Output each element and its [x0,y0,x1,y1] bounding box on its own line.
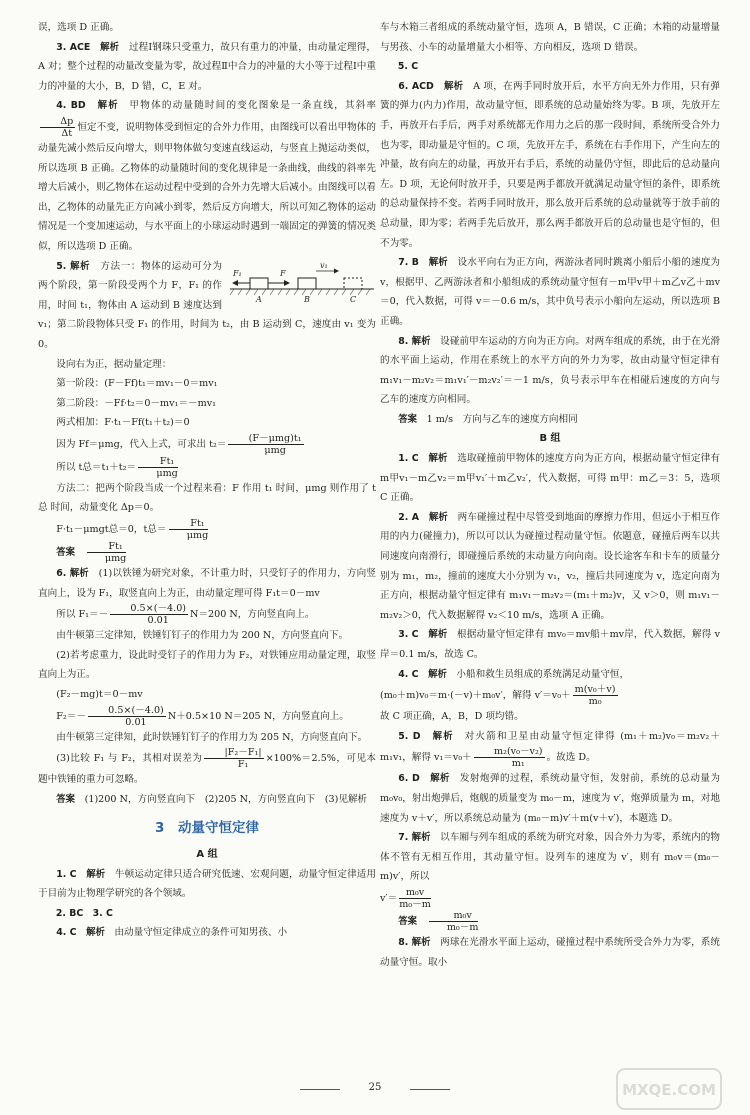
fraction: $\frac{\text{(F－μmg)t₁}}{\text{μmg}}$ [228,433,303,456]
left-p0: 误，选项 D 正确。 [38,22,119,33]
right-column [380,18,720,972]
fraction: $\frac{\text{m₀v}}{\text{m₀－m}}$ [429,910,479,933]
answer-5-line-g: 所以 t总＝t₁＋t₂＝ $\frac{\text{Ft₁}}{\text{μmg}}$ [56,455,178,479]
answer-6-line-f: F₂＝－ $\frac{0.5\times(-4.0)}{0.01}$ N＋0.5×10 N＝205 N，方向竖直向上。 [56,704,349,728]
answer-6-line-g: 由牛顿第三定律知，此时铁锤钉钉子的作用力为 205 N，方向竖直向下。 [56,731,368,743]
answer-b7-equation: v′＝ $\frac{\text{m₀v}}{\text{m₀－m}}$ [380,886,431,910]
answer-5-line-f: 因为 Ff＝μmg，代入上式，可求出 t₂＝ $\frac{\text{(F－μmg)t₁}}{\text{μmg}}$ [56,432,302,456]
right-p0: 车与木箱三者组成的系统动量守恒，选项 A，B 错误，C 正确；木箱的动量增量与男孩、小车的动量增量大小相等、方向相反，选项 D 错误。 [380,22,720,53]
answer-5-line-c: 第一阶段：(F－Ff)t₁＝mv₁－0＝mv₁ [56,378,218,390]
answer-6-line-h: (3)比较 F₁ 与 F₂，其相对误差为 $\frac{\text{|F₂－F₁|}}{\text{F₁}}$ ×100%＝2.5%，可见本题中铁锤的重力可忽略。 [38,747,376,786]
answer-b7-final: 答案 $\frac{\text{m₀v}}{\text{m₀－m}}$ [398,909,479,933]
answer-b8: 8. 解析 两球在光滑水平面上运动，碰撞过程中系统所受合外力为零，系统动量守恒。取小 [380,936,721,968]
answer-b6: 6. D 解析 发射炮弹的过程，系统动量守恒，发射前，系统的总动量为 m₀v₀，射出炮弹后，炮舰的质量变为 m₀－m，速度为 v′，炮弹质量为 m，对地速度为 v＋v′，所以系统总动量为 (m₀－m)v′＋m(v＋v′)，本题选 D。 [380,773,721,824]
section-title: 3 动量守恒定律 [155,820,259,837]
answer-b1: 1. C 解析 选取碰撞前甲物体的速度方向为正方向，根据动量守恒定律有 m甲v₁－m乙v₂＝m甲v₁′＋m乙v₂′，代入数据，可得 m甲：m乙＝3：5，选项 C 正确。 [380,453,721,504]
answer-a5: 5. C [397,61,419,73]
answer-6-line-c: 由牛顿第三定律知，铁锤钉钉子的作用力为 200 N，方向竖直向下。 [56,630,349,642]
fraction: $\frac{0.5\times(-4.0)}{0.01}$ [110,603,188,626]
group-b-heading: B 组 [539,433,561,445]
answer-6-final: 答案 (1)200 N，方向竖直向下 (2)205 N，方向竖直向下 (3)见解析 [56,793,368,805]
label-a: A [256,294,262,303]
force-diagram [228,259,376,303]
label-c: C [350,294,357,303]
fraction: $\frac{\Delta p}{\Delta t}$ [40,116,75,139]
fraction: $\frac{\text{|F₂－F₁|}}{\text{F₁}}$ [204,747,263,770]
answer-b4: 4. C 解析 小船和救生员组成的系统满足动量守恒， [398,668,630,680]
fraction: $\frac{\text{Ft₁}}{\text{μmg}}$ [169,518,209,541]
fraction: $\frac{\text{m₀v}}{\text{m₀－m}}$ [399,886,431,910]
answer-a2-a3: 2. BC 3. C [55,907,113,919]
answer-b2: 2. A 解析 两车碰撞过程中尽管受到地面的摩擦力作用，但远小于相互作用的内力(碰撞力)，所以可以认为碰撞过程动量守恒。依题意，碰撞后两车以共同速度向南滑行，即碰撞后系统的末动量方向向南。设长途客车和卡车的质量分别为 m₁，m₂，撞前的速度大小分别为 v₁，v₂，撞后共同速度为 v，选定向南为正方向，根据动量守恒定律有 m₁v₁－m₂v₂＝(m₁＋m₂)v，又 v＞0，则 m₁v₁－m₂v₂＞0，代入数据解得 v₂＜10 m/s，选项 A 正确。 [380,511,720,621]
answer-5-line-i: F·t₁－μmgt总＝0，t总＝ $\frac{\text{Ft₁}}{\text{μmg}}$ [56,518,209,542]
answer-b5: 5. D 解析 对火箭和卫星由动量守恒定律得 (m₁＋m₂)v₀＝m₂v₂＋m₁v₁，解得 v₁＝v₀＋ $\frac{\text{m₂(v₀－v₂)}}{\text{m₁}}$ 。故选 D。 [380,730,720,770]
answer-a4: 4. C 解析 由动量守恒定律成立的条件可知男孩、小 [56,927,288,939]
answer-a1: 1. C 解析 牛顿运动定律只适合研究低速、宏观问题，动量守恒定律适用于目前为止物理学研究的各个领域。 [38,868,377,900]
answer-5-line-b: 设向右为正，据动量定理： [56,358,172,370]
answer-5-line-d: 第二阶段：－Ff·t₂＝0－mv₁＝－mv₁ [56,397,216,409]
fraction: $\frac{\text{m₂(v₀－v₂)}}{\text{m₁}}$ [474,746,545,769]
watermark-text: MXQE.COM [622,1081,716,1099]
answer-6: 6. 解析 (1)以铁锤为研究对象，不计重力时，只受钉子的作用力，方向竖直向上，设为 F₁，取竖直向上为正，由动量定理可得 F₁t＝0－mv [38,568,376,599]
answer-b7: 7. 解析 以车厢与列车组成的系统为研究对象，因合外力为零，系统内的物体不管有无相互作用，其动量守恒。设列车的速度为 v′，则有 m₀v＝(m₀－m)v′，所以 [380,832,721,883]
answer-a8: 8. 解析 设碰前甲车运动的方向为正方向。对两车组成的系统，由于在光滑的水平面上运动，作用在系统上的水平方向的外力为零，故由动量守恒定律有 m₁v₁－m₂v₂＝m₁v₁′－m₂v₂′＝－1 m/s，负号表示甲车在相碰后速度的方向与乙车的速度方向相同。 [380,335,721,406]
answer-4: 4. BD 解析 甲物体的动量随时间的变化图象是一条直线，其斜率 $\frac{\Delta p}{\Delta t}$ 恒定不变，说明物体受到恒定的合外力作用，由图线可以看出甲物体的动量先减小然后反向增大，则甲物体做匀变速直线运动，与竖直上抛运动类似，所以选项 B 正确。乙物体的动量随时间的变化规律是一条曲线，曲线的斜率先增大后减小，则乙物体在运动过程中受到的合外力先增大后减小。由图线可以看出，乙物体的动量先正方向减小到零，然后反方向增大，所以可知乙物体的运动情况是一个变加速运动，与水平面上的小球运动时遇到一端固定的弹簧的情况类似，所以选项 D 正确。 [38,100,377,252]
answer-b4-end: 故 C 项正确，A，B，D 项均错。 [380,711,524,723]
watermark-logo [616,1068,722,1110]
fraction: $\frac{\text{m(v₀＋v)}}{\text{m₀}}$ [574,684,616,708]
answer-6-line-d: (2)若考虑重力，设此时受钉子的作用力为 F₂，对铁锤应用动量定理，取竖直向上为正。 [38,649,376,681]
answer-5: 5. 解析 方法一：物体的运动可分为两个阶段，第一阶段受两个力 F，F₁ 的作用，时间 t₁，物体由 A 运动到 B 速度达到 v₁；第二阶段物体只受 F₁ 的作用，时间为 t₂，由 B 运动到 C，速度由 v₁ 变为 0。 [38,260,376,350]
answer-5-final: 答案 $\frac{\text{Ft₁}}{\text{μmg}}$ [56,541,127,565]
left-column [38,18,376,943]
answer-b4-equation: (m₀＋m)v₀＝m·(－v)＋m₀v′，解得 v′＝v₀＋ $\frac{\text{m(v₀＋v)}}{\text{m₀}}$ [380,684,616,708]
answer-b3: 3. C 解析 根据动量守恒定律有 mv₀＝mv船＋mv岸，代入数据，解得 v岸＝0.1 m/s，故选 C。 [380,629,721,660]
answer-a8-final: 答案 1 m/s 方向与乙车的速度方向相同 [398,413,578,425]
page-number: 25 [368,1082,382,1093]
group-a-heading: A 组 [196,849,218,860]
answer-3: 3. ACE 解析 过程Ⅰ钢珠只受重力，故只有重力的冲量，由动量定理得，A 对；整个过程的动量改变量为零，故过程Ⅱ中合力的冲量的大小等于过程Ⅰ中重力的冲量的大小，B，D 错，C，E 对。 [38,41,376,92]
fraction: $\frac{\text{Ft₁}}{\text{μmg}}$ [87,541,127,564]
answer-a7: 7. B 解析 设水平向右为正方向，两游泳者同时跳离小船后小船的速度为 v，根据甲、乙两游泳者和小船组成的系统动量守恒有－m甲v甲＋m乙v乙＋mv＝0，代入数据，可得 v＝－0.6 m/s，其中负号表示小船向左运动，所以选项 B 正确。 [380,257,721,327]
answer-6-line-b: 所以 F₁＝－ $\frac{0.5\times(-4.0)}{0.01}$ N＝200 N，方向竖直向上。 [56,603,315,627]
label-v1: v₁ [320,260,328,270]
answer-5-line-e: 两式相加：F·t₁－Ff(t₁＋t₂)＝0 [56,417,190,429]
fraction: $\frac{\text{Ft₁}}{\text{μmg}}$ [138,456,178,479]
answer-6-line-e: (F₂－mg)t＝0－mv [56,689,143,701]
label-f1: F₁ [233,268,242,278]
page-number-rule-right [410,1089,450,1090]
answer-a6: 6. ACD 解析 A 项，在两手同时放开后，水平方向无外力作用，只有弹簧的弹力(内力)作用，故动量守恒，即系统的总动量始终为零。B 项，先放开左手，再放开右手后，两手对系统都无作用力之后的那一段时间，系统所受合外力也为零，即动量是守恒的。C 项，先放开左手，系统在右手作用下，产生向左的冲量，故有向左的动量，再放开右手后，系统的动量仍守恒，即此后的总动量向左。D 项，无论何时放开手，只要是两手都放开就满足动量守恒的条件，即系统的总动量保持不变。若两手同时放开，那么放开后系统的总动量就等于放手前的总动量，即为零；若两手先后放开，那么两手都放开后的总动量也是守恒的，但不为零。 [380,80,720,249]
answer-5-line-h: 方法二：把两个阶段当成一个过程来看：F 作用 t₁ 时间，μmg 则作用了 t总 时间，动量变化 Δp＝0。 [38,482,376,514]
label-f: F [280,268,286,278]
label-b: B [304,294,310,303]
fraction: $\frac{0.5\times(-4.0)}{0.01}$ [88,705,166,728]
